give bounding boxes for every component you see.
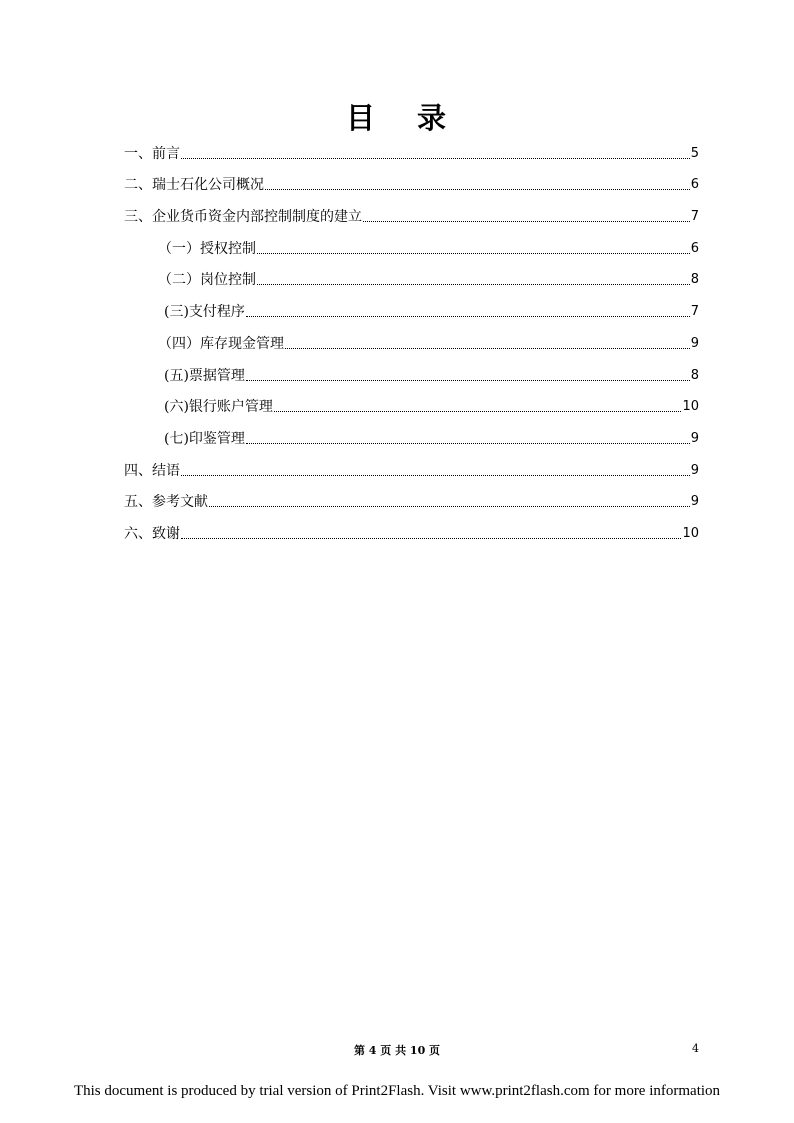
toc-title-char-2: 录	[417, 101, 449, 135]
toc-leader	[257, 283, 690, 285]
toc-entry-post-control[interactable]	[158, 269, 699, 291]
toc-leader	[257, 252, 690, 254]
toc-entry-page: 8	[690, 368, 699, 383]
toc-leader	[363, 220, 690, 222]
toc-entry-page: 7	[690, 209, 699, 224]
toc-leader	[274, 410, 682, 412]
toc-entry-page: 7	[690, 304, 699, 319]
toc-title-char-1: 目	[345, 101, 377, 135]
toc-leader	[285, 347, 690, 349]
toc-entry-seal[interactable]	[164, 428, 699, 450]
toc-entry-payment[interactable]	[164, 301, 699, 323]
toc-entry-label: (三)支付程序	[164, 304, 245, 320]
toc-entry-page: 6	[690, 241, 699, 256]
toc-entry-page: 5	[690, 146, 699, 161]
toc-entry-label: （一）授权控制	[158, 241, 256, 257]
toc-leader	[246, 315, 690, 317]
toc-entry-preface[interactable]	[124, 143, 699, 165]
toc-entry-page: 9	[690, 494, 699, 509]
toc-entry-label: （二）岗位控制	[158, 272, 256, 288]
toc-title	[0, 96, 794, 137]
toc-entry-label: 四、结语	[124, 463, 180, 479]
trial-watermark: This document is produced by trial version of Print2Flash. Visit www.print2flash.com for more information	[73, 1083, 721, 1099]
toc-leader	[181, 157, 690, 159]
toc-entry-company-overview[interactable]	[124, 174, 699, 196]
toc-entry-page: 8	[690, 272, 699, 287]
toc-leader	[246, 442, 690, 444]
toc-leader	[181, 474, 690, 476]
toc-entry-internal-control[interactable]	[124, 206, 699, 228]
toc-entry-page: 9	[690, 463, 699, 478]
toc-entry-bank-account[interactable]	[164, 396, 699, 418]
footer-page-number: 4	[692, 1042, 699, 1055]
toc-entry-page: 10	[682, 399, 699, 414]
toc-leader	[181, 537, 681, 539]
toc-entry-label: 二、瑞士石化公司概况	[124, 177, 264, 193]
footer-page-info: 第 4 页 共 10 页	[353, 1044, 441, 1057]
toc-leader	[209, 505, 690, 507]
toc-entry-conclusion[interactable]	[124, 460, 699, 482]
toc-entry-label: (五)票据管理	[164, 368, 245, 384]
toc-entry-label: (七)印鉴管理	[164, 431, 245, 447]
toc-entry-label: 一、前言	[124, 146, 180, 162]
toc-entry-acknowledgements[interactable]	[124, 523, 699, 545]
toc-leader	[265, 188, 690, 190]
toc-entry-page: 6	[690, 177, 699, 192]
toc-entry-label: 六、致谢	[124, 526, 180, 542]
toc-entry-references[interactable]	[124, 491, 699, 513]
toc-entry-notes[interactable]	[164, 365, 699, 387]
toc-entry-label: （四）库存现金管理	[158, 336, 284, 352]
toc-entry-label: 三、企业货币资金内部控制制度的建立	[124, 209, 362, 225]
toc-entry-label: (六)银行账户管理	[164, 399, 273, 415]
toc-entry-page: 9	[690, 431, 699, 446]
toc-entry-cash[interactable]	[158, 333, 699, 355]
toc-leader	[246, 379, 690, 381]
toc-entry-page: 10	[682, 526, 699, 541]
toc-entry-label: 五、参考文献	[124, 494, 208, 510]
toc-entry-page: 9	[690, 336, 699, 351]
toc-entry-authorization[interactable]	[158, 238, 699, 260]
